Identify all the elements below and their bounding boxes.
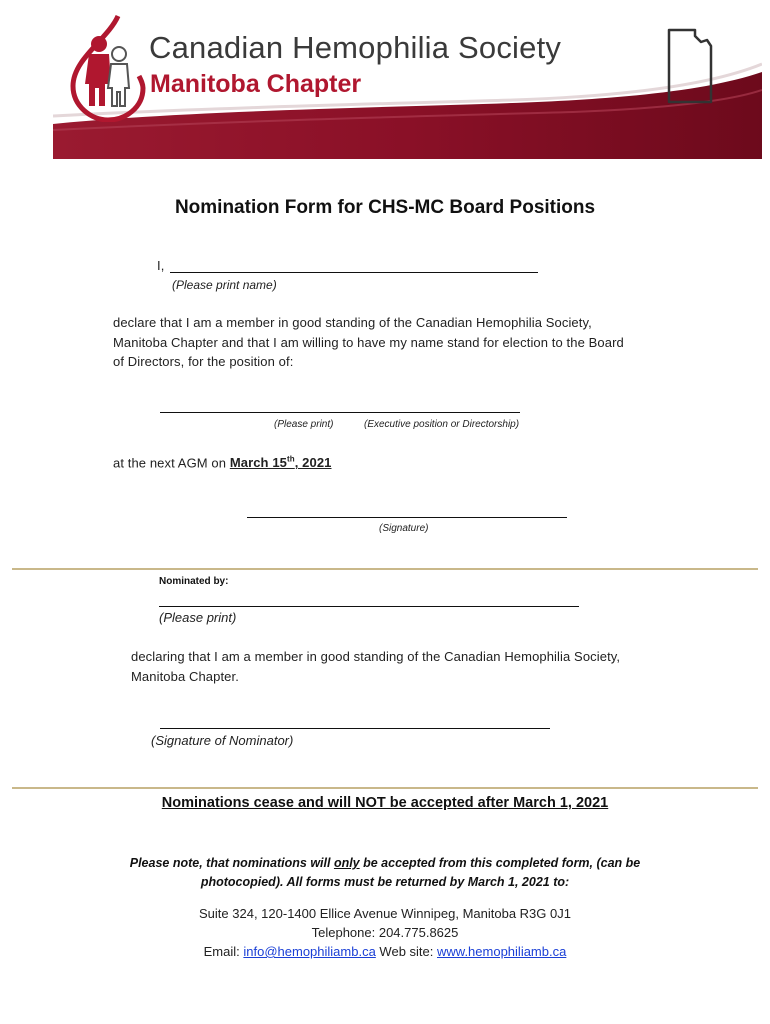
note-line-2: photocopied). All forms must be returned by March 1, 2021 to: [200, 875, 570, 889]
note-part-2: be accepted from this completed form, (can be [359, 856, 641, 870]
agm-statement [113, 455, 332, 470]
form-title: Nomination Form for CHS-MC Board Positions [174, 197, 596, 218]
declaration-line-3: of Directors, for the position of: [113, 354, 294, 369]
nominated-by-label: Nominated by: [159, 576, 229, 587]
position-field-line[interactable] [160, 398, 520, 413]
website-label: Web site: [375, 944, 437, 959]
signature-field-line[interactable] [247, 505, 567, 518]
nominator-signature-line[interactable] [160, 715, 550, 729]
declaration-line-2: Manitoba Chapter and that I am willing to have my name stand for election to the Board [113, 335, 624, 350]
nominator-print-hint: (Please print) [159, 610, 237, 625]
declaration-line-1: declare that I am a member in good standing of the Canadian Hemophilia Society, [113, 315, 592, 330]
agm-date-year: , 2021 [294, 455, 332, 471]
note-part-1: Please note, that nominations will [129, 856, 334, 870]
website-link[interactable]: www.hemophiliamb.ca [437, 944, 567, 959]
nominator-name-line[interactable] [159, 593, 579, 607]
name-field-line[interactable] [170, 258, 538, 273]
position-hint-print: (Please print) [274, 419, 334, 430]
agm-prefix: at the next AGM on [113, 455, 227, 471]
position-hint-type: (Executive position or Directorship) [364, 419, 520, 430]
contact-line [0, 944, 770, 959]
deadline-notice: Nominations cease and will NOT be accepted after March 1, 2021 [161, 795, 609, 811]
section-divider-bottom [12, 787, 758, 789]
email-link[interactable]: info@hemophiliamb.ca [243, 944, 376, 959]
header-banner [53, 12, 762, 159]
manitoba-map-icon [665, 26, 715, 106]
address: Suite 324, 120-1400 Ellice Avenue Winnipeg, Manitoba R3G 0J1 [199, 906, 571, 921]
note-line-1 [0, 856, 770, 870]
agm-date [230, 455, 332, 470]
name-hint: (Please print name) [172, 278, 277, 292]
note-only: only [333, 856, 360, 870]
nominator-declaration-line-1: declaring that I am a member in good standing of the Canadian Hemophilia Society, [131, 649, 621, 664]
section-divider-top [12, 568, 758, 570]
name-prefix: I, [157, 258, 165, 273]
telephone: Telephone: 204.775.8625 [311, 925, 459, 940]
email-label: Email: [203, 944, 244, 959]
org-name: Canadian Hemophilia Society [149, 30, 562, 65]
chapter-name: Manitoba Chapter [150, 70, 362, 98]
nominator-signature-hint: (Signature of Nominator) [151, 733, 294, 748]
chs-logo-icon [63, 14, 153, 122]
signature-hint: (Signature) [379, 523, 429, 534]
nominator-declaration-line-2: Manitoba Chapter. [131, 669, 239, 684]
agm-date-main: March 15 [229, 455, 287, 471]
agm-date-sup: th [286, 455, 295, 464]
